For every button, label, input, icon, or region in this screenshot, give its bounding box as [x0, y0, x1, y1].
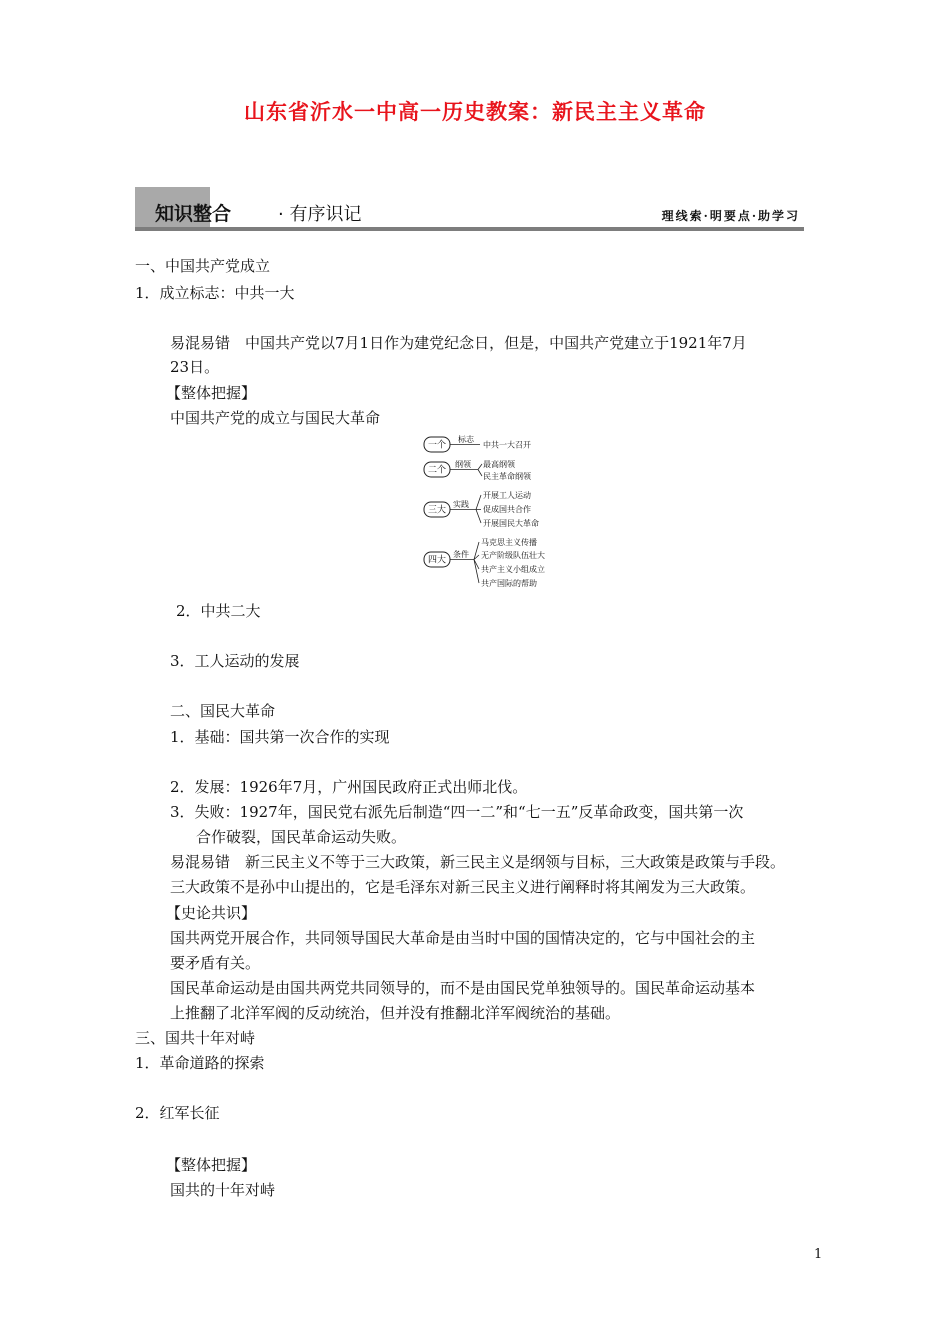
ccp-founding-diagram	[420, 433, 600, 595]
diagram-item: 马克思主义传播	[481, 538, 537, 547]
diagram-connector	[478, 464, 482, 476]
text-line: 国共两党开展合作，共同领导国民大革命是由当时中国的国情决定的，它与中国社会的主	[170, 929, 756, 947]
text-line: 【整体把握】	[166, 384, 257, 402]
page-title: 山东省沂水一中高一历史教案：新民主主义革命	[244, 99, 706, 124]
banner-sub-text: · 有序识记	[278, 204, 362, 225]
diagram-item: 开展工人运动	[483, 491, 531, 500]
text-line: 3．工人运动的发展	[170, 652, 300, 670]
section-heading-1: 一、中国共产党成立	[135, 257, 271, 275]
diagram-item: 最高纲领	[483, 460, 515, 469]
diagram-node: 一个	[427, 440, 447, 451]
diagram-item: 中共一大召开	[483, 440, 531, 450]
diagram-connector	[474, 542, 479, 583]
text-line: 2．中共二大	[176, 602, 261, 620]
diagram-item: 无产阶级队伍壮大	[481, 551, 545, 560]
diagram-connector	[476, 495, 481, 523]
text-line: 国共的十年对峙	[170, 1181, 276, 1199]
text-line: 1．基础：国共第一次合作的实现	[170, 728, 390, 746]
diagram-item: 共产国际的帮助	[481, 579, 537, 588]
diagram-relation: 实践	[453, 500, 469, 509]
diagram-node: 二个	[427, 465, 447, 476]
diagram-relation: 标志	[458, 435, 474, 444]
text-line: 3．失败：1927年，国民党右派先后制造“四一二”和“七一五”反革命政变，国共第一次	[170, 803, 744, 821]
text-line: 2．发展：1926年7月，广州国民政府正式出师北伐。	[170, 778, 528, 796]
diagram-relation: 纲领	[455, 460, 471, 469]
text-line: 国民革命运动是由国共两党共同领导的，而不是由国民党单独领导的。国民革命运动基本	[170, 979, 756, 997]
section-heading-2: 二、国民大革命	[170, 702, 276, 720]
text-line: 23日。	[170, 358, 220, 376]
text-line: 1．成立标志：中共一大	[135, 284, 295, 302]
text-line: 2．红军长征	[135, 1104, 220, 1122]
diagram-item: 共产主义小组成立	[481, 565, 545, 574]
diagram-relation: 条件	[453, 550, 469, 559]
text-line: 合作破裂，国民革命运动失败。	[196, 828, 407, 846]
diagram-item: 促成国共合作	[483, 505, 531, 514]
section-banner	[135, 187, 804, 229]
text-line: 【整体把握】	[166, 1156, 257, 1174]
banner-right-text: 理线索·明要点·助学习	[661, 209, 800, 223]
diagram-item: 开展国民大革命	[483, 519, 539, 528]
text-line: 上推翻了北洋军阀的反动统治，但并没有推翻北洋军阀统治的基础。	[170, 1004, 621, 1022]
banner-main-text: 知识整合	[155, 203, 232, 225]
section-heading-3: 三、国共十年对峙	[135, 1029, 256, 1047]
diagram-item: 民主革命纲领	[483, 472, 531, 481]
text-line: 三大政策不是孙中山提出的，它是毛泽东对新三民主义进行阐释时将其阐发为三大政策。	[170, 878, 756, 896]
text-line: 1．革命道路的探索	[135, 1054, 265, 1072]
diagram-node: 四大	[427, 555, 447, 566]
text-line: 要矛盾有关。	[170, 954, 261, 972]
text-line: 中国共产党的成立与国民大革命	[170, 409, 381, 427]
text-line: 易混易错 中国共产党以7月1日作为建党纪念日，但是，中国共产党建立于1921年7月	[170, 334, 747, 352]
text-line: 易混易错 新三民主义不等于三大政策，新三民主义是纲领与目标，三大政策是政策与手段。	[170, 853, 786, 871]
page-number: 1	[814, 1247, 823, 1262]
banner-underline	[135, 227, 804, 231]
diagram-node: 三大	[427, 505, 447, 516]
text-line: 【史论共识】	[166, 904, 257, 922]
